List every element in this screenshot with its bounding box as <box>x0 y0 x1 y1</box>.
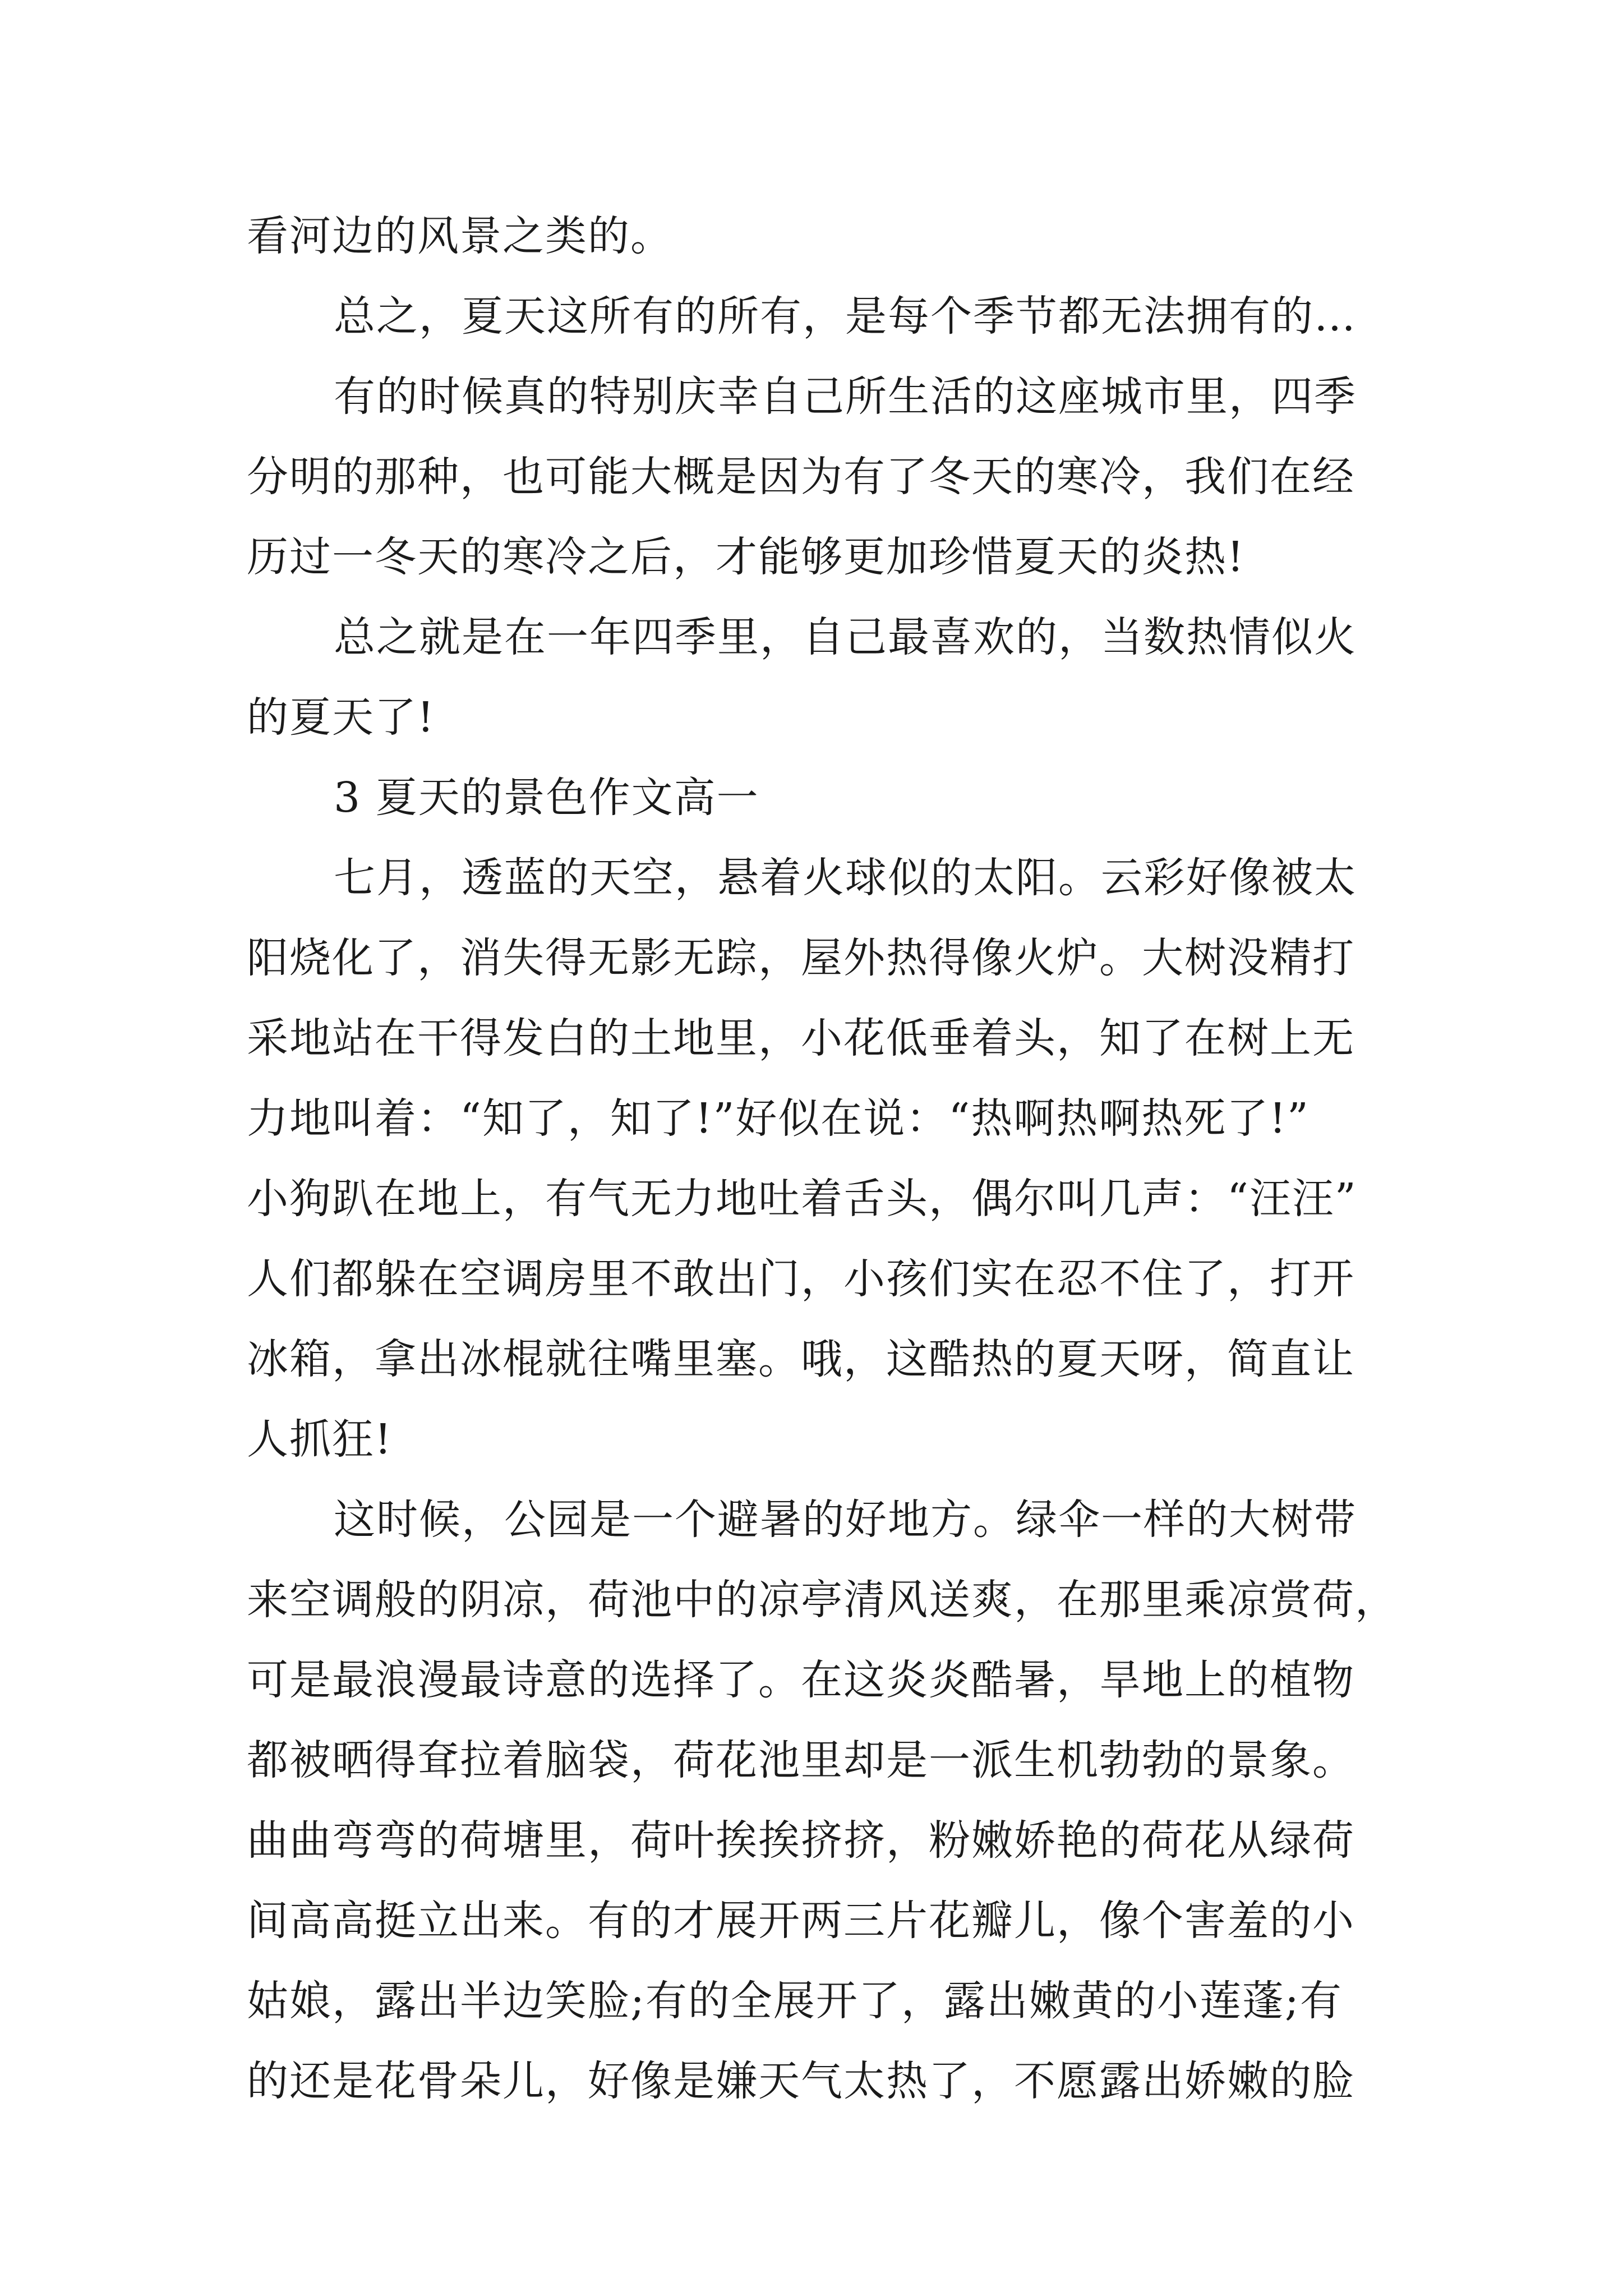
text-line: 曲曲弯弯的荷塘里，荷叶挨挨挤挤，粉嫩娇艳的荷花从绿荷 <box>247 1816 1355 1865</box>
text-line: 看河边的风景之类的。 <box>247 212 673 260</box>
text-line: 可是最浪漫最诗意的选择了。在这炎炎酷暑，旱地上的植物 <box>247 1656 1355 1704</box>
text-line: 人抓狂! <box>247 1415 393 1464</box>
text-line: 来空调般的阴凉，荷池中的凉亭清风送爽，在那里乘凉赏荷， <box>247 1576 1398 1624</box>
text-line: 间高高挺立出来。有的才展开两三片花瓣儿，像个害羞的小 <box>247 1897 1355 1945</box>
text-line: 总之，夏天这所有的所有，是每个季节都无法拥有的… <box>334 292 1357 341</box>
section-heading: 3 夏天的景色作文高一 <box>334 774 759 822</box>
text-line: 的夏天了! <box>247 693 435 742</box>
text-line: 采地站在干得发白的土地里，小花低垂着头，知了在树上无 <box>247 1014 1355 1062</box>
text-line: 小狗趴在地上，有气无力地吐着舌头，偶尔叫几声：“汪汪” <box>247 1175 1357 1223</box>
text-line: 历过一冬天的寒冷之后，才能够更加珍惜夏天的炎热! <box>247 533 1245 581</box>
text-line: 总之就是在一年四季里，自己最喜欢的，当数热情似火 <box>334 613 1357 661</box>
text-line: 的还是花骨朵儿，好像是嫌天气太热了，不愿露出娇嫩的脸 <box>247 2057 1355 2105</box>
text-line: 分明的那种，也可能大概是因为有了冬天的寒冷，我们在经 <box>247 453 1355 501</box>
document-body <box>247 196 1398 2122</box>
text-line: 都被晒得耷拉着脑袋，荷花池里却是一派生机勃勃的景象。 <box>247 1736 1355 1784</box>
text-line: 力地叫着：“知了，知了!”好似在说：“热啊热啊热死了!” <box>247 1094 1310 1143</box>
text-line: 这时候，公园是一个避暑的好地方。绿伞一样的大树带 <box>334 1496 1357 1544</box>
text-line: 有的时候真的特别庆幸自己所生活的这座城市里，四季 <box>334 372 1357 421</box>
text-line: 人们都躲在空调房里不敢出门，小孩们实在忍不住了，打开 <box>247 1255 1355 1303</box>
text-line: 姑娘，露出半边笑脸;有的全展开了，露出嫩黄的小莲蓬;有 <box>247 1977 1343 2025</box>
text-line: 七月，透蓝的天空，悬着火球似的太阳。云彩好像被太 <box>334 854 1357 902</box>
text-line: 冰箱，拿出冰棍就往嘴里塞。哦，这酷热的夏天呀，简直让 <box>247 1335 1355 1383</box>
text-line: 阳烧化了，消失得无影无踪，屋外热得像火炉。大树没精打 <box>247 934 1355 982</box>
